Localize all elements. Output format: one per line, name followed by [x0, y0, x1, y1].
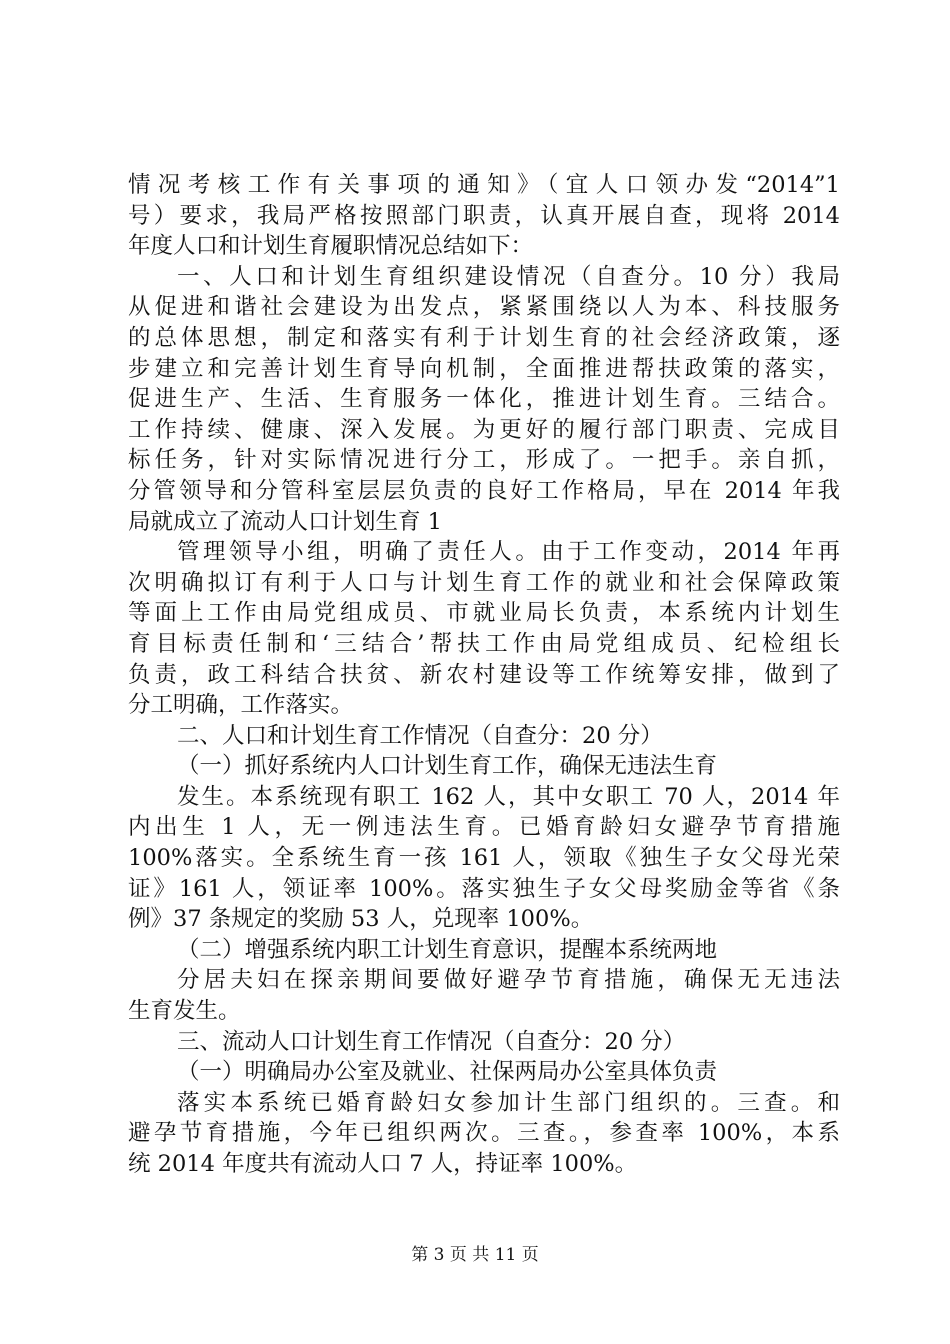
text-line: 从促进和谐社会建设为出发点，紧紧围绕以人为本、科技服务 [128, 294, 840, 321]
text-line: 工作持续、健康、深入发展。为更好的履行部门职责、完成目 [128, 416, 840, 443]
document-body [128, 170, 840, 1180]
text-line: 情况考核工作有关事项的通知》（宜人口领办发“2014”1 [128, 172, 840, 198]
text-line: 落实本系统已婚育龄妇女参加计生部门组织的。三查。和 [177, 1089, 840, 1116]
text-line: 证》161 人，领证率 100%。落实独生子女父母奖励金等省《条 [128, 875, 840, 902]
text-line: 内出生 1 人，无一例违法生育。已婚育龄妇女避孕节育措施 [128, 814, 840, 841]
text-line: 育目标责任制和‘三结合’帮扶工作由局党组成员、纪检组长 [128, 630, 840, 657]
page-number-footer: 第 3 页 共 11 页 [411, 1245, 539, 1265]
text-line: 二、人口和计划生育工作情况（自查分：20 分） [177, 722, 663, 749]
text-line: 年度人口和计划生育履职情况总结如下： [128, 233, 534, 260]
text-line: 局就成立了流动人口计划生育 1 [128, 508, 442, 535]
text-line: 标任务，针对实际情况进行分工，形成了。一把手。亲自抓， [128, 447, 840, 474]
text-line: 发生。本系统现有职工 162 人，其中女职工 70 人，2014 年 [177, 783, 840, 810]
text-line: 避孕节育措施，今年已组织两次。三查。，参查率 100%，本系 [128, 1120, 840, 1147]
text-line: 一、人口和计划生育组织建设情况（自查分。10 分）我局 [177, 263, 840, 290]
text-line: 号）要求，我局严格按照部门职责，认真开展自查，现将 2014 [128, 202, 840, 229]
text-line: 分居夫妇在探亲期间要做好避孕节育措施，确保无无违法 [177, 967, 840, 994]
text-line: 管理领导小组，明确了责任人。由于工作变动，2014 年再 [177, 539, 840, 566]
text-line: （二）增强系统内职工计划生育意识，提醒本系统两地 [177, 936, 718, 963]
text-line: 三、流动人口计划生育工作情况（自查分：20 分） [177, 1028, 686, 1055]
text-line: （一）抓好系统内人口计划生育工作，确保无违法生育 [177, 753, 718, 780]
text-line: 例》37 条规定的奖励 53 人，兑现率 100%。 [128, 906, 594, 933]
text-line: 的总体思想，制定和落实有利于计划生育的社会经济政策，逐 [128, 324, 840, 351]
text-line: 负责，政工科结合扶贫、新农村建设等工作统筹安排，做到了 [128, 661, 840, 688]
text-line: 促进生产、生活、生育服务一体化，推进计划生育。三结合。 [128, 386, 840, 413]
text-line: 统 2014 年度共有流动人口 7 人，持证率 100%。 [128, 1151, 638, 1177]
text-line: 分管领导和分管科室层层负责的良好工作格局，早在 2014 年我 [128, 477, 840, 504]
text-line: 步建立和完善计划生育导向机制，全面推进帮扶政策的落实， [128, 355, 840, 382]
text-line: 100%落实。全系统生育一孩 161 人，领取《独生子女父母光荣 [128, 845, 840, 872]
text-line: 分工明确，工作落实。 [128, 692, 354, 719]
text-line: （一）明确局办公室及就业、社保两局办公室具体负责 [177, 1059, 718, 1086]
text-line: 次明确拟订有利于人口与计划生育工作的就业和社会保障政策 [128, 569, 840, 596]
text-line: 生育发生。 [128, 998, 241, 1025]
text-line: 等面上工作由局党组成员、市就业局长负责，本系统内计划生 [128, 600, 840, 627]
